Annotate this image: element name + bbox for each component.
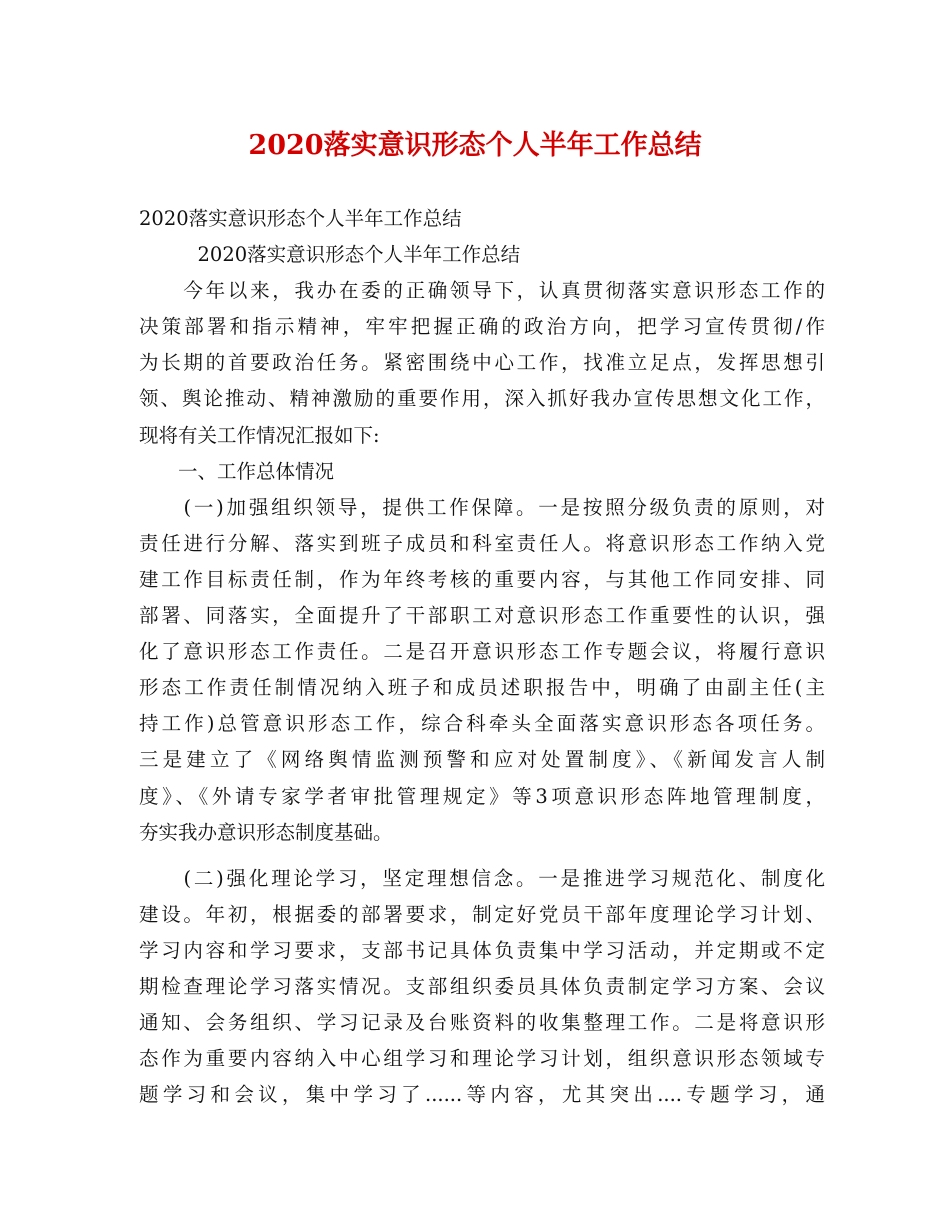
paragraph-line: 部署、同落实，全面提升了干部职工对意识形态工作重要性的认识，强 (139, 604, 825, 628)
paragraph-line: 化了意识形态工作责任。二是召开意识形态工作专题会议，将履行意识 (139, 640, 825, 664)
paragraph-line: 建设。年初，根据委的部署要求，制定好党员干部年度理论学习计划、 (139, 902, 825, 926)
paragraph-line: 持工作)总管意识形态工作，综合科牵头全面落实意识形态各项任务。 (139, 712, 825, 736)
intro-line: 领、舆论推动、精神激励的重要作用，深入抓好我办宣传思想文化工作， (139, 387, 825, 411)
subtitle-line: 2020落实意识形态个人半年工作总结 (139, 207, 462, 230)
paragraph-line: 度》、《外请专家学者审批管理规定》等3项意识形态阵地管理制度， (139, 784, 825, 808)
paragraph-line: 建工作目标责任制，作为年终考核的重要内容，与其他工作同安排、同 (139, 567, 825, 591)
paragraph-line: 学习内容和学习要求，支部书记具体负责集中学习活动，并定期或不定 (139, 938, 825, 962)
intro-line: 今年以来，我办在委的正确领导下，认真贯彻落实意识形态工作的 (139, 279, 825, 303)
intro-line: 决策部署和指示精神，牢牢把握正确的政治方向，把学习宣传贯彻/作 (139, 315, 825, 339)
document-body (139, 201, 825, 1113)
paragraph-line: 态作为重要内容纳入中心组学习和理论学习计划，组织意识形态领域专 (139, 1047, 825, 1071)
paragraph-line: 题学习和会议，集中学习了......等内容，尤其突出....专题学习，通 (139, 1083, 825, 1107)
paragraph-line: 三是建立了《网络舆情监测预警和应对处置制度》、《新闻发言人制 (139, 748, 825, 772)
paragraph-line: 夯实我办意识形态制度基础。 (139, 820, 393, 844)
intro-line: 为长期的首要政治任务。紧密围绕中心工作，找准立足点，发挥思想引 (139, 351, 825, 375)
section-heading: 一、工作总体情况 (139, 459, 335, 483)
document-title: 2020落实意识形态个人半年工作总结 (248, 130, 702, 161)
intro-line: 现将有关工作情况汇报如下: (139, 423, 380, 447)
paragraph-line: 通知、会务组织、学习记录及台账资料的收集整理工作。二是将意识形 (139, 1011, 825, 1035)
paragraph-line: 责任进行分解、落实到班子成员和科室责任人。将意识形态工作纳入党 (139, 531, 825, 555)
paragraph-line: 形态工作责任制情况纳入班子和成员述职报告中，明确了由副主任(主 (139, 676, 825, 700)
paragraph-line: (一)加强组织领导，提供工作保障。一是按照分级负责的原则，对 (139, 495, 825, 519)
paragraph-line: 期检查理论学习落实情况。支部组织委员具体负责制定学习方案、会议 (139, 974, 825, 998)
subtitle-line-indented: 2020落实意识形态个人半年工作总结 (139, 243, 521, 267)
paragraph-line: (二)强化理论学习，坚定理想信念。一是推进学习规范化、制度化 (139, 866, 825, 890)
